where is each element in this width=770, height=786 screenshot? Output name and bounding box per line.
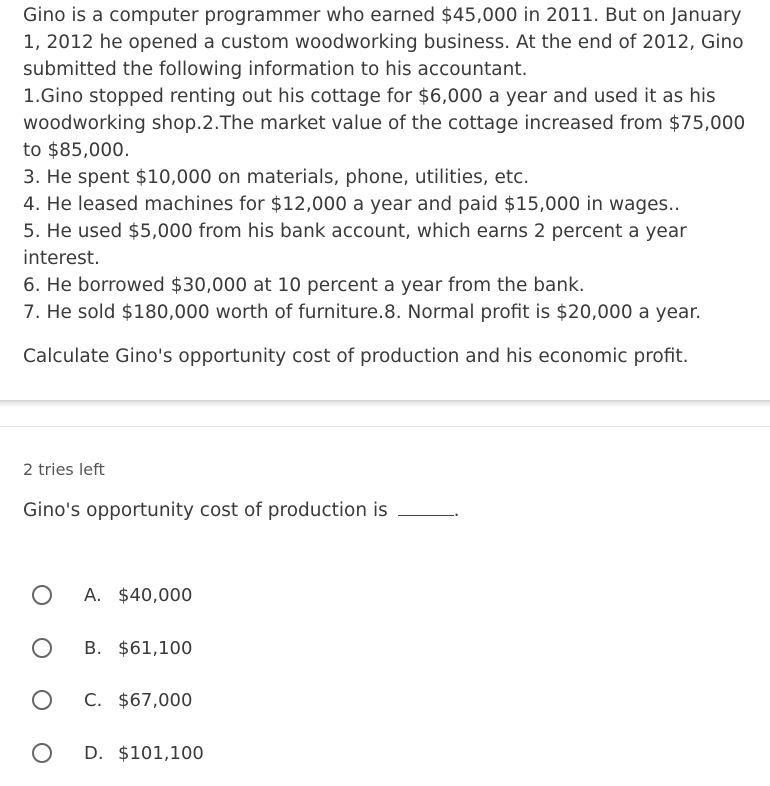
option-value: $61,100	[118, 637, 193, 659]
sub-question-period: .	[453, 500, 460, 521]
radio-icon[interactable]	[32, 585, 52, 605]
question-item-1-2: 1.Gino stopped renting out his cottage for $6,000 a year and used it as his woodworking shop.2.The market value of the cottage increased from $75,000 to $85,000.	[23, 86, 746, 161]
question-item-4: 4. He leased machines for $12,000 a year and paid $15,000 in wages..	[23, 194, 680, 215]
answer-section	[0, 427, 770, 786]
radio-icon[interactable]	[32, 690, 52, 710]
tries-left-label: 2 tries left	[23, 460, 105, 479]
sub-question	[23, 500, 460, 521]
question-item-5: 5. He used $5,000 from his bank account, which earns 2 percent a year interest.	[23, 221, 687, 269]
option-letter: B.	[84, 637, 103, 659]
answer-blank	[398, 514, 454, 516]
radio-icon[interactable]	[32, 743, 52, 763]
card-shadow	[0, 400, 770, 406]
question-item-6: 6. He borrowed $30,000 at 10 percent a year from the bank.	[23, 275, 585, 296]
option-d[interactable]	[32, 735, 204, 771]
question-text	[23, 2, 758, 367]
sub-question-text: Gino's opportunity cost of production is	[23, 500, 388, 521]
question-prompt: Calculate Gino's opportunity cost of production and his economic profit.	[23, 346, 689, 367]
option-letter: D.	[84, 742, 104, 764]
option-value: $67,000	[118, 689, 193, 711]
option-a[interactable]	[32, 577, 192, 613]
question-paragraph-intro: Gino is a computer programmer who earned $45,000 in 2011. But on January 1, 2012 he opened a custom woodworking business. At the end of 2012, Gino submitted the following information to his accountant.	[23, 5, 744, 80]
question-item-3: 3. He spent $10,000 on materials, phone, utilities, etc.	[23, 167, 530, 188]
radio-icon[interactable]	[32, 638, 52, 658]
option-value: $101,100	[118, 742, 204, 764]
question-item-7-8: 7. He sold $180,000 worth of furniture.8. Normal profit is $20,000 a year.	[23, 302, 702, 323]
option-c[interactable]	[32, 682, 192, 718]
option-letter: C.	[84, 689, 103, 711]
option-b[interactable]	[32, 630, 192, 666]
option-letter: A.	[84, 584, 102, 606]
option-value: $40,000	[118, 584, 193, 606]
